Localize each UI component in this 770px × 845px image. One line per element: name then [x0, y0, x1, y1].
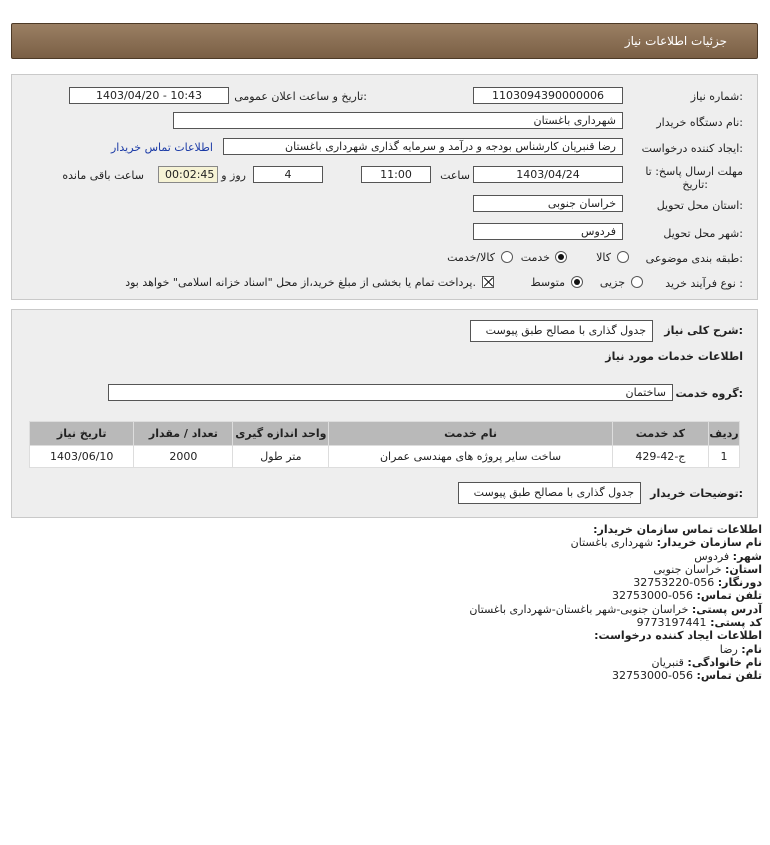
service-group-label: گروه خدمت: — [675, 387, 743, 400]
category-label: طبقه بندی موضوعی: — [645, 252, 743, 265]
need-number-field[interactable]: 1103094390000006 — [473, 87, 623, 104]
summary-label: شرح کلی نیاز: — [664, 324, 743, 337]
payment-note: پرداخت تمام یا بخشی از مبلغ خرید،از محل "اسناد خزانه اسلامی" خواهد بود. — [125, 276, 476, 289]
process-radio-minor[interactable] — [631, 276, 643, 288]
need-number-label: شماره نیاز: — [690, 90, 743, 103]
payment-checkbox[interactable] — [482, 276, 494, 288]
summary-field: جدول گذاری با مصالح طبق پیوست — [470, 320, 653, 342]
col-unit: واحد اندازه گیری — [233, 422, 329, 446]
table-row — [30, 446, 740, 468]
services-table-header — [30, 422, 740, 446]
contact-fax: دورنگار: 056-32753220 — [633, 576, 762, 590]
need-details-panel — [11, 309, 758, 518]
deadline-label-line2: تاریخ: — [682, 178, 708, 191]
announce-datetime-field[interactable]: 1403/04/20 - 10:43 — [69, 87, 229, 104]
category-option-service: خدمت — [520, 251, 550, 264]
province-field[interactable]: خراسان جنوبی — [473, 195, 623, 212]
deadline-time-label: ساعت — [440, 169, 470, 182]
process-option-medium: متوسط — [530, 276, 565, 289]
cell-quantity: 2000 — [134, 446, 233, 468]
announce-datetime-label: تاریخ و ساعت اعلان عمومی: — [234, 90, 367, 103]
category-radio-goods-service[interactable] — [501, 251, 513, 263]
category-radio-service[interactable] — [555, 251, 567, 263]
deadline-date-field[interactable]: 1403/04/24 — [473, 166, 623, 183]
category-option-goods: کالا — [596, 251, 611, 264]
province-label: استان محل تحویل: — [656, 199, 743, 212]
days-field[interactable]: 4 — [253, 166, 323, 183]
creator-field[interactable]: رضا قنبریان کارشناس بودجه و درآمد و سرمایه گذاری شهرداری باغستان — [223, 138, 623, 155]
creator-label: ایجاد کننده درخواست: — [641, 142, 743, 155]
contact-phone: تلفن تماس: 056-32753000 — [612, 589, 762, 603]
city-field[interactable]: فردوس — [473, 223, 623, 240]
cell-service-code: ج-42-429 — [612, 446, 708, 468]
col-need-date: تاریخ نیاز — [30, 422, 134, 446]
deadline-time-field[interactable]: 11:00 — [361, 166, 431, 183]
col-row: ردیف — [709, 422, 740, 446]
services-table — [29, 421, 740, 468]
col-quantity: تعداد / مقدار — [134, 422, 233, 446]
process-radio-medium[interactable] — [571, 276, 583, 288]
contact-address: آدرس پستی: خراسان جنوبی-شهر باغستان-شهرداری باغستان — [469, 602, 762, 616]
contact-city: شهر: فردوس — [694, 549, 762, 563]
remaining-time-label: ساعت باقی مانده — [62, 169, 144, 182]
cell-need-date: 1403/06/10 — [30, 446, 134, 468]
cell-row: 1 — [709, 446, 740, 468]
col-service-code: کد خدمت — [612, 422, 708, 446]
buyer-contact-link[interactable]: اطلاعات تماس خریدار — [111, 141, 213, 154]
services-heading: اطلاعات خدمات مورد نیاز — [605, 350, 743, 363]
process-option-minor: جزیی — [599, 276, 625, 289]
buyer-org-label: نام دستگاه خریدار: — [656, 116, 743, 129]
days-label: روز و — [221, 169, 246, 182]
col-service-name: نام خدمت — [329, 422, 612, 446]
contact-info — [62, 523, 762, 683]
creator-name: نام: رضا — [719, 642, 762, 656]
buyer-desc-field: جدول گذاری با مصالح طبق پیوست — [458, 482, 641, 504]
cell-service-name: ساخت سایر پروژه های مهندسی عمران — [329, 446, 612, 468]
creator-phone: تلفن تماس: 056-32753000 — [612, 669, 762, 683]
category-radio-goods[interactable] — [617, 251, 629, 263]
process-label: نوع فرآیند خرید : — [665, 277, 743, 290]
page-header — [11, 23, 758, 59]
service-group-field[interactable]: ساختمان — [108, 384, 673, 401]
contact-org: نام سازمان خریدار: شهرداری باغستان — [570, 536, 762, 550]
contact-province: استان: خراسان جنوبی — [653, 562, 762, 576]
city-label: شهر محل تحویل: — [663, 227, 743, 240]
contact-postal: کد پستی: 9773197441 — [636, 616, 762, 630]
buyer-org-field[interactable]: شهرداری باغستان — [173, 112, 623, 129]
contact-heading: اطلاعات تماس سازمان خریدار: — [593, 523, 762, 536]
cell-unit: متر طول — [233, 446, 329, 468]
deadline-label-line1: مهلت ارسال پاسخ: تا — [645, 165, 743, 178]
need-info-panel — [11, 74, 758, 300]
buyer-desc-label: توضیحات خریدار: — [650, 487, 743, 500]
creator-heading: اطلاعات ایجاد کننده درخواست: — [594, 629, 762, 643]
page-title: جزئیات اطلاعات نیاز — [624, 34, 727, 48]
category-option-goods-service: کالا/خدمت — [447, 251, 495, 264]
creator-family: نام خانوادگی: قنبریان — [651, 655, 762, 669]
remaining-time-field: 00:02:45 — [158, 166, 218, 183]
